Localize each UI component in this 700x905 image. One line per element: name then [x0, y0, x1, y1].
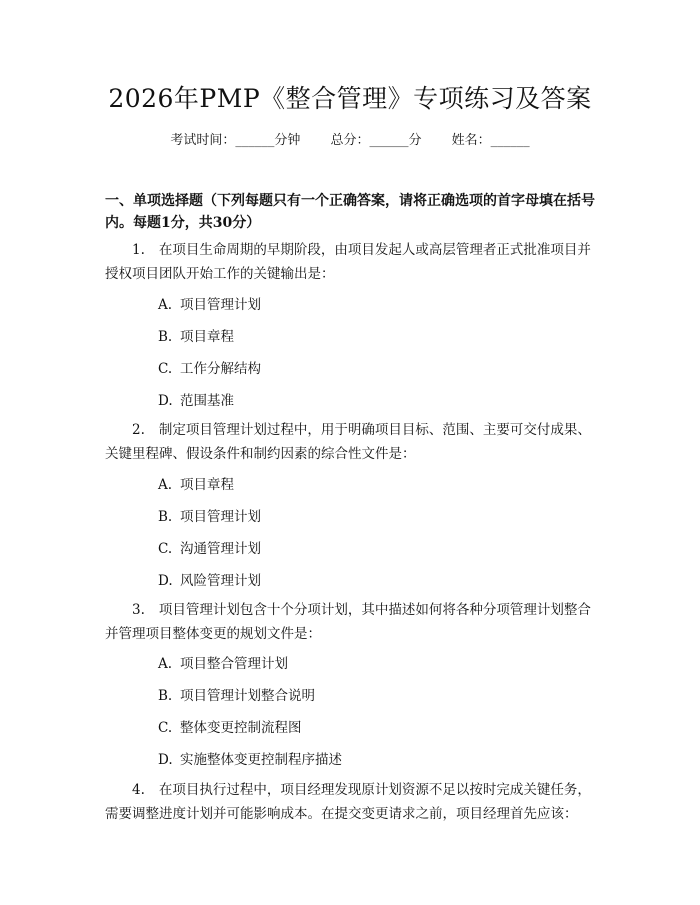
question-text: 在项目生命周期的早期阶段，由项目发起人或高层管理者正式批准项目并授权项目团队开始工作的关键输出是：: [105, 242, 591, 282]
section-heading: 一、单项选择题（下列每题只有一个正确答案，请将正确选项的首字母填在括号内。每题1分，共30分）: [105, 193, 595, 231]
option-letter: B.: [158, 688, 173, 704]
option-text: 项目管理计划: [180, 297, 261, 313]
question-1: [105, 238, 595, 286]
question-1-option-d: [158, 391, 234, 411]
question-number: 3.: [132, 602, 145, 618]
option-letter: D.: [158, 393, 173, 409]
question-3-option-a: [158, 654, 288, 674]
student-name-field: 姓名：______: [451, 133, 530, 148]
option-letter: D.: [158, 573, 173, 589]
option-text: 实施整体变更控制程序描述: [180, 752, 342, 768]
option-letter: C.: [158, 361, 173, 377]
question-3-option-b: [158, 686, 315, 706]
option-letter: C.: [158, 541, 173, 557]
option-letter: B.: [158, 509, 173, 525]
option-text: 项目章程: [180, 329, 234, 345]
question-text: 在项目执行过程中，项目经理发现原计划资源不足以按时完成关键任务，需要调整进度计划并可能影响成本。在提交变更请求之前，项目经理首先应该：: [105, 782, 591, 822]
question-2-option-d: [158, 571, 261, 591]
question-1-option-c: [158, 359, 261, 379]
question-text: 项目管理计划包含十个分项计划，其中描述如何将各种分项管理计划整合并管理项目整体变更的规划文件是：: [105, 602, 591, 642]
option-letter: B.: [158, 329, 173, 345]
question-4: [105, 778, 595, 826]
question-2-option-a: [158, 475, 234, 495]
option-letter: A.: [158, 477, 173, 493]
option-text: 工作分解结构: [180, 361, 261, 377]
option-text: 风险管理计划: [180, 573, 261, 589]
question-number: 1.: [132, 242, 145, 258]
option-text: 范围基准: [180, 393, 234, 409]
question-2: [105, 418, 595, 466]
option-letter: D.: [158, 752, 173, 768]
option-text: 项目管理计划: [180, 509, 261, 525]
option-text: 整体变更控制流程图: [180, 720, 302, 736]
question-3-option-c: [158, 718, 302, 738]
option-text: 项目章程: [180, 477, 234, 493]
question-1-option-b: [158, 327, 234, 347]
option-text: 项目管理计划整合说明: [180, 688, 315, 704]
option-letter: C.: [158, 720, 173, 736]
exam-time-field: 考试时间：______分钟: [170, 133, 301, 148]
question-number: 4.: [132, 782, 145, 798]
option-text: 沟通管理计划: [180, 541, 261, 557]
option-letter: A.: [158, 297, 173, 313]
question-text: 制定项目管理计划过程中，用于明确项目目标、范围、主要可交付成果、关键里程碑、假设条件和制约因素的综合性文件是：: [105, 422, 591, 462]
option-letter: A.: [158, 656, 173, 672]
option-text: 项目整合管理计划: [180, 656, 288, 672]
question-2-option-b: [158, 507, 261, 527]
question-2-option-c: [158, 539, 261, 559]
question-number: 2.: [132, 422, 145, 438]
exam-info-line: [0, 131, 700, 151]
document-title: 2026年PMP《整合管理》专项练习及答案: [108, 84, 592, 113]
question-3-option-d: [158, 750, 342, 770]
question-1-option-a: [158, 295, 261, 315]
total-score-field: 总分：______分: [330, 133, 422, 148]
question-3: [105, 598, 595, 646]
